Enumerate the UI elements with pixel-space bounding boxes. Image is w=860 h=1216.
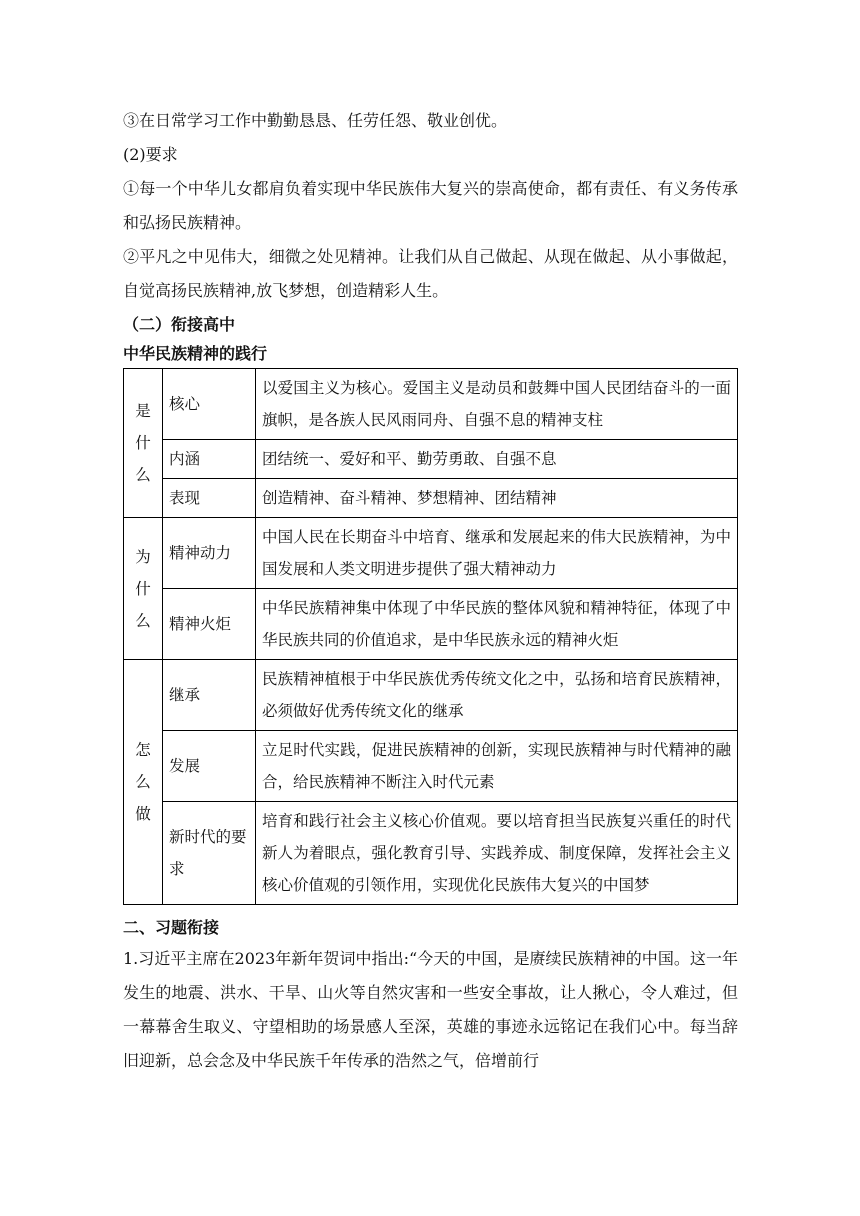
- row-key: 继承: [163, 660, 256, 731]
- table-row: [124, 369, 738, 440]
- exercise-heading: 二、习题衔接: [123, 918, 220, 937]
- row-key: 精神动力: [163, 518, 256, 589]
- table-row: [124, 589, 738, 660]
- row-value: 创造精神、奋斗精神、梦想精神、团结精神: [256, 479, 738, 518]
- section-heading: （二）衔接高中: [123, 315, 236, 334]
- table-row: [124, 479, 738, 518]
- row-value: 以爱国主义为核心。爱国主义是动员和鼓舞中国人民团结奋斗的一面旗帜，是各族人民风雨同舟、自强不息的精神支柱: [256, 369, 738, 440]
- group-label: 为什么: [124, 518, 163, 660]
- table-title: 中华民族精神的践行: [123, 344, 268, 363]
- table-row: [124, 518, 738, 589]
- row-key: 新时代的要求: [163, 802, 256, 905]
- row-key: 精神火炬: [163, 589, 256, 660]
- row-value: 团结统一、爱好和平、勤劳勇敢、自强不息: [256, 440, 738, 479]
- row-key: 核心: [163, 369, 256, 440]
- table-row: [124, 802, 738, 905]
- paragraph: (2)要求: [123, 145, 178, 164]
- row-value: 中国人民在长期奋斗中培育、继承和发展起来的伟大民族精神，为中国发展和人类文明进步提供了强大精神动力: [256, 518, 738, 589]
- row-value: 中华民族精神集中体现了中华民族的整体风貌和精神特征，体现了中华民族共同的价值追求，是中华民族永远的精神火炬: [256, 589, 738, 660]
- exercise-paragraph: 1.习近平主席在2023年新年贺词中指出:“今天的中国，是赓续民族精神的中国。这一年发生的地震、洪水、干旱、山火等自然灾害和一些安全事故，让人揪心，令人难过，但一幕幕舍生取义、守望相助的场景感人至深，英雄的事迹永远铭记在我们心中。每当辞旧迎新，总会念及中华民族千年传承的浩然之气，倍增前行: [123, 949, 738, 1070]
- paragraph: ①每一个中华儿女都肩负着实现中华民族伟大复兴的崇高使命，都有责任、有义务传承和弘扬民族精神。: [123, 179, 738, 232]
- row-value: 立足时代实践，促进民族精神的创新，实现民族精神与时代精神的融合，给民族精神不断注入时代元素: [256, 731, 738, 802]
- group-label: 怎么做: [124, 660, 163, 905]
- row-key: 表现: [163, 479, 256, 518]
- table-row: [124, 660, 738, 731]
- row-key: 内涵: [163, 440, 256, 479]
- row-key: 发展: [163, 731, 256, 802]
- paragraph: ③在日常学习工作中勤勤恳恳、任劳任怨、敬业创优。: [123, 111, 508, 130]
- row-value: 民族精神植根于中华民族优秀传统文化之中，弘扬和培育民族精神，必须做好优秀传统文化的继承: [256, 660, 738, 731]
- paragraph: ②平凡之中见伟大，细微之处见精神。让我们从自己做起、从现在做起、从小事做起，自觉高扬民族精神,放飞梦想，创造精彩人生。: [123, 247, 738, 300]
- document-page: [123, 104, 738, 1078]
- table-row: [124, 440, 738, 479]
- table-row: [124, 731, 738, 802]
- group-label: 是什么: [124, 369, 163, 518]
- row-value: 培育和践行社会主义核心价值观。要以培育担当民族复兴重任的时代新人为着眼点，强化教育引导、实践养成、制度保障，发挥社会主义核心价值观的引领作用，实现优化民族伟大复兴的中国梦: [256, 802, 738, 905]
- spirit-table: [123, 368, 738, 905]
